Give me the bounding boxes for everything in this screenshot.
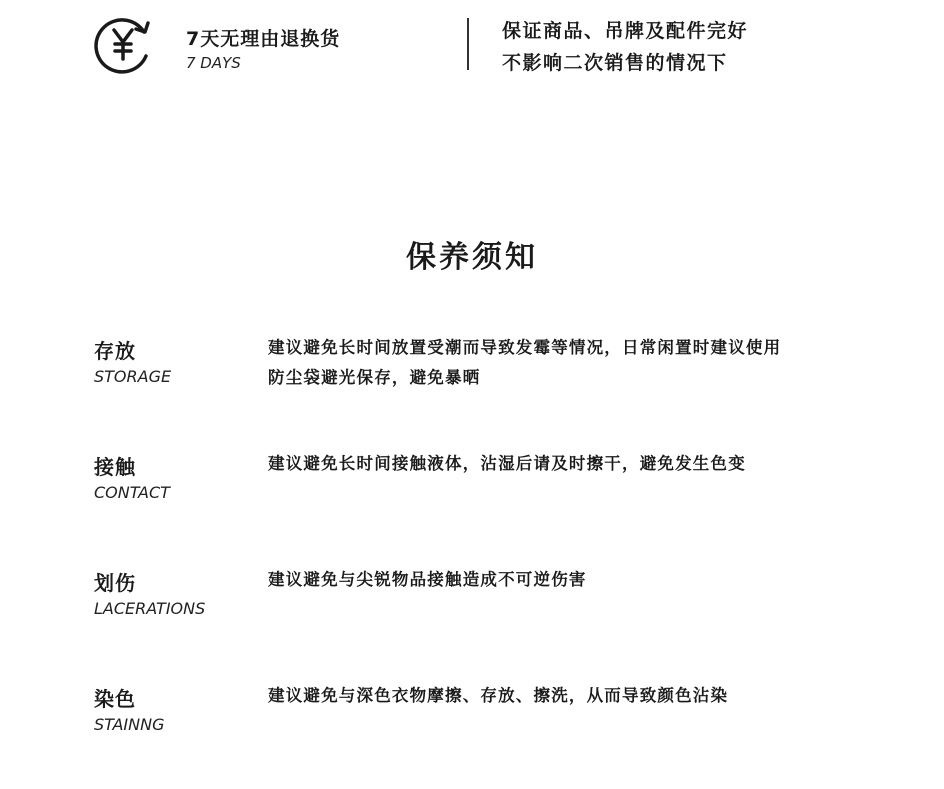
- care-item-title: 存放: [94, 339, 136, 363]
- return-policy-banner: [92, 10, 852, 76]
- care-item-subtitle: LACERATIONS: [94, 599, 206, 618]
- care-item-title: 接触: [94, 455, 136, 479]
- care-item-description: [268, 449, 858, 479]
- care-item-description-line: 建议避免长时间放置受潮而导致发霉等情况，日常闲置时建议使用: [268, 338, 782, 357]
- care-item-subtitle: CONTACT: [94, 483, 170, 502]
- care-item-subtitle: STORAGE: [94, 367, 172, 386]
- care-item-staining: [94, 681, 874, 761]
- care-item-contact: [94, 449, 874, 529]
- care-item-title: 划伤: [94, 571, 136, 595]
- return-policy-subtitle: 7 DAYS: [186, 54, 241, 72]
- care-item-description: [268, 681, 858, 711]
- yen-refresh-icon: [92, 12, 156, 76]
- return-condition-line: 保证商品、吊牌及配件完好: [502, 20, 749, 42]
- care-item-description: [268, 565, 858, 595]
- return-policy-title: 7天无理由退换货: [186, 28, 341, 50]
- care-instructions-heading: 保养须知: [406, 240, 538, 275]
- care-item-description: [268, 333, 858, 393]
- care-item-subtitle: STAINNG: [94, 715, 165, 734]
- care-item-description-line: 建议避免与尖锐物品接触造成不可逆伤害: [268, 570, 587, 589]
- care-item-description-line: 建议避免与深色衣物摩擦、存放、擦洗，从而导致颜色沾染: [268, 686, 729, 705]
- care-item-description-line: 建议避免长时间接触液体，沾湿后请及时擦干，避免发生色变: [268, 454, 746, 473]
- care-item-lacerations: [94, 565, 874, 645]
- return-condition-line: 不影响二次销售的情况下: [502, 52, 728, 74]
- care-item-title: 染色: [94, 687, 136, 711]
- care-item-storage: [94, 333, 874, 413]
- care-item-description-line: 防尘袋避光保存，避免暴晒: [268, 368, 481, 387]
- banner-divider: [467, 18, 469, 70]
